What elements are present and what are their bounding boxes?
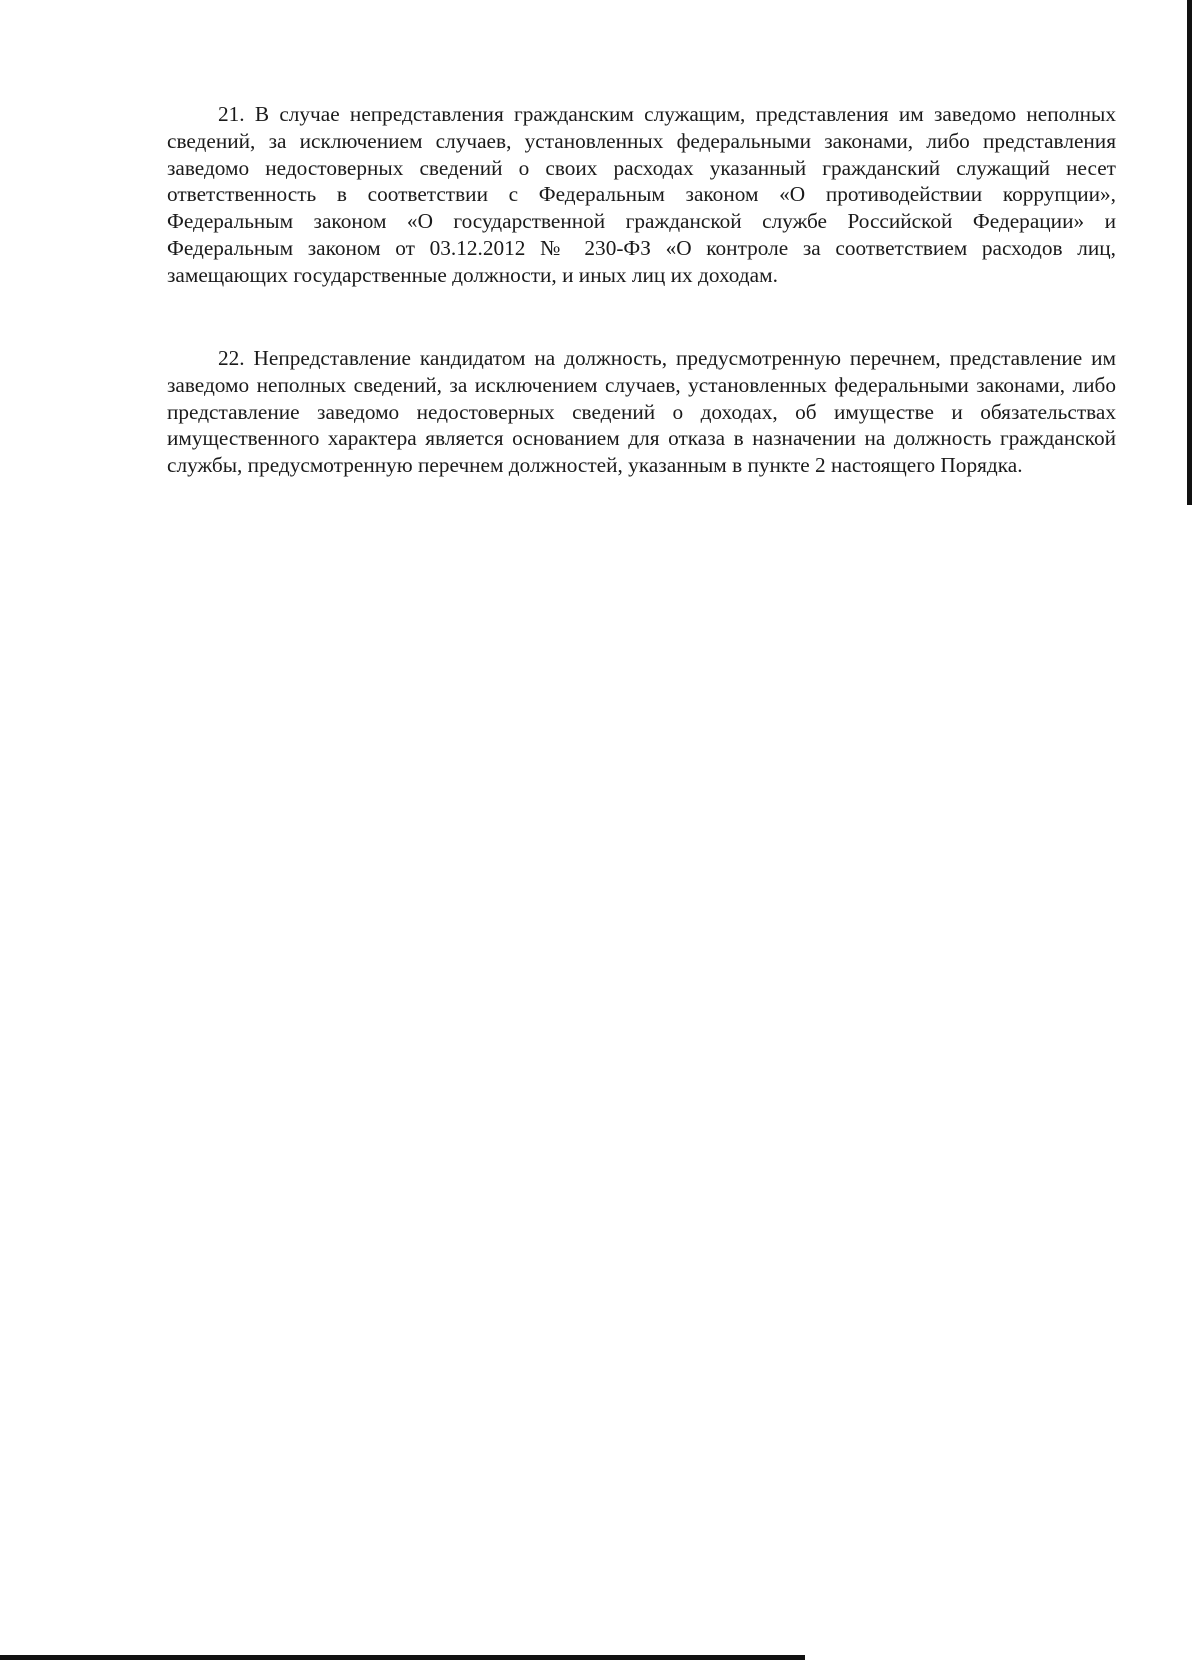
paragraph-21: 21. В случае непредставления гражданским служащим, представления им заведомо неполных сведений, за исключением случаев, установленных федеральными законами, либо представления заведомо недостоверных сведений о своих расходах указанный гражданский служащий несет ответственность в соответствии с Федеральным законом «О противодействии коррупции», Федеральным законом «О государственной гражданской службе Российской Федерации» и Федеральным законом от 03.12.2012 № 230-ФЗ «О контроле за соответствием расходов лиц, замещающих государственные должности, и иных лиц их доходам. <box>167 102 1116 287</box>
paragraph-22-block <box>167 345 1116 479</box>
scan-edge-right <box>1187 0 1192 505</box>
scan-edge-bottom <box>0 1655 805 1660</box>
paragraph-21-block <box>167 101 1116 289</box>
paragraph-22: 22. Непредставление кандидатом на должность, предусмотренную перечнем, представление им заведомо неполных сведений, за исключением случаев, установленных федеральными законами, либо представление заведомо недостоверных сведений о доходах, об имуществе и обязательствах имущественного характера является основанием для отказа в назначении на должность гражданской службы, предусмотренную перечнем должностей, указанным в пункте 2 настоящего Порядка. <box>167 346 1116 478</box>
